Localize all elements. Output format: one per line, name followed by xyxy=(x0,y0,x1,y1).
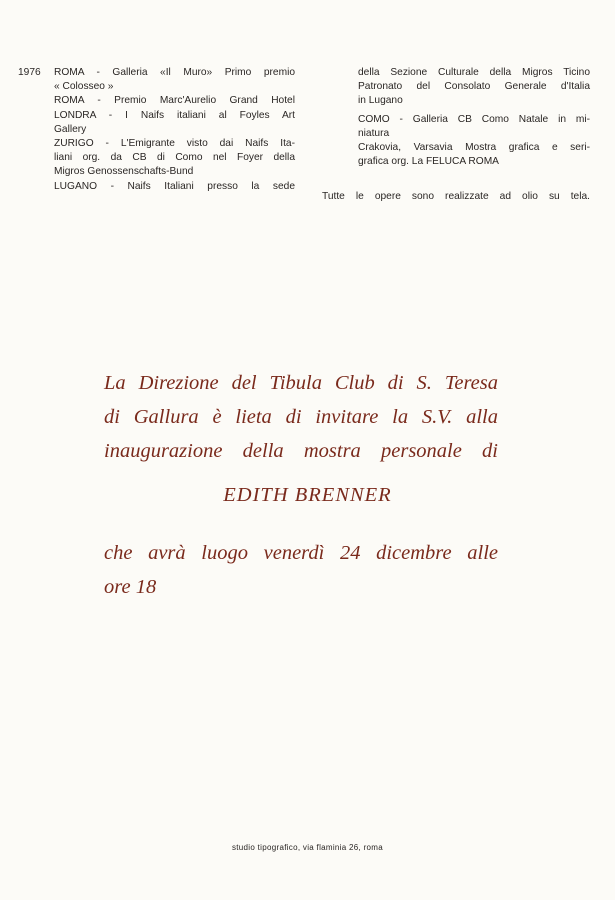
exhibition-line: liani org. da CB di Como nel Foyer della xyxy=(54,152,295,164)
exhibition-year-row xyxy=(10,66,295,194)
invitation-line: inaugurazione della mostra personale di xyxy=(104,440,498,462)
exhibition-line: della Sezione Culturale della Migros Ticino xyxy=(358,67,590,78)
invitation-line: La Direzione del Tibula Club di S. Teresa xyxy=(104,372,498,394)
exhibition-line: Migros Genossenschafts-Bund xyxy=(54,166,194,178)
exhibition-line: niatura xyxy=(358,127,390,139)
exhibition-line: « Colosseo » xyxy=(54,81,114,93)
exhibition-year: 1976 xyxy=(18,67,41,78)
event-time-text xyxy=(104,536,498,604)
exhibitions-right-column xyxy=(358,66,590,169)
medium-note: Tutte le opere sono realizzate ad olio su tela. xyxy=(322,191,590,202)
exhibition-line: grafica org. La FELUCA ROMA xyxy=(358,156,499,168)
exhibition-line: Patronato del Consolato Generale d'Italia xyxy=(358,81,590,93)
exhibitions-left-column xyxy=(10,66,295,194)
exhibition-line: Crakovia, Varsavia Mostra grafica e seri- xyxy=(358,142,590,154)
exhibition-line: Gallery xyxy=(54,123,87,135)
invitation-line: di Gallura è lieta di invitare la S.V. alla xyxy=(104,406,498,428)
exhibition-line: ROMA - Premio Marc'Aurelio Grand Hotel xyxy=(54,95,295,107)
exhibition-line: ZURIGO - L'Emigrante visto dai Naifs Ita- xyxy=(54,138,295,150)
exhibition-line: ROMA - Galleria «Il Muro» Primo premio xyxy=(54,67,295,78)
event-time-line: ore 18 xyxy=(104,576,157,598)
exhibition-left-lines xyxy=(54,66,295,194)
artist-name: EDITH BRENNER xyxy=(223,484,392,506)
exhibition-line: LONDRA - I Naifs italiani al Foyles Art xyxy=(54,109,295,121)
printer-credit: studio tipografico, via flaminia 26, roma xyxy=(231,843,384,852)
invitation-text xyxy=(104,366,498,468)
event-time-line: che avrà luogo venerdì 24 dicembre alle xyxy=(104,542,498,564)
exhibition-line: in Lugano xyxy=(358,95,403,107)
exhibition-line: LUGANO - Naifs Italiani presso la sede xyxy=(54,180,295,192)
exhibition-line: COMO - Galleria CB Como Natale in mi- xyxy=(358,113,590,125)
